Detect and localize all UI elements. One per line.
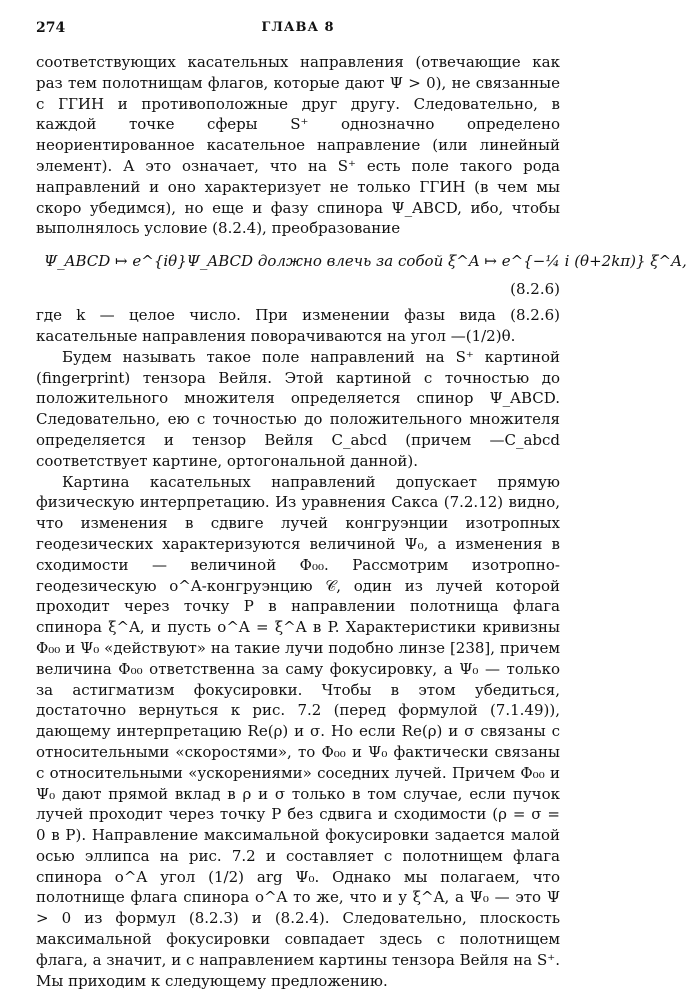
formula-8-2-6 — [36, 243, 687, 303]
paragraph-continuation: соответствующих касательных направления (отвечающие как раз тем полотнищам флагов, которые дают Ψ > 0), не связанные с ГГИН и противоположные друг другу. Следовательно, в каждой точке сферы S⁺ однозначно определено неориентированное касательное направление (или линейный элемент). А это означает, что на S⁺ есть поле такого рода направлений и оно характеризует не только ГГИН (в чем мы скоро убедимся), но еще и фазу спинора Ψ_ABCD, ибо, чтобы выполнялось условие (8.2.4), преобразование — [36, 53, 560, 238]
paragraph-phase-rotation: где k — целое число. При изменении фазы вида (8.2.6) касательные направления поворачиваются на угол —(1/2)θ. — [36, 306, 560, 345]
page-header — [36, 20, 560, 40]
formula-expression: Ψ_ABCD ↦ e^{iθ}Ψ_ABCD должно влечь за собой ξ^A ↦ e^{−¼ i (θ+2kπ)} ξ^A, — [44, 252, 687, 271]
page-body — [36, 52, 687, 991]
chapter-title: ГЛАВА 8 — [261, 20, 335, 35]
formula-label: (8.2.6) — [510, 280, 560, 299]
paragraph-physical-interpretation: Картина касательных направлений допускает прямую физическую интерпретацию. Из уравнения Сакса (7.2.12) видно, что изменения в сдвиге лучей конгруэнции изотропных геодезических характеризуются величиной Ψ₀, а изменения в сходимости — величиной Φ₀₀. Рассмотрим изотропно-геодезическую o^A-конгруэнцию 𝒞, один из лучей которой проходит через точку P в направлении полотнища флага спинора ξ^A, и пусть o^A = ξ^A в P. Характеристики кривизны Φ₀₀ и Ψ₀ «действуют» на такие лучи подобно линзе [238], причем величина Φ₀₀ ответственна за саму фокусировку, а Ψ₀ — только за астигматизм фокусировки. Чтобы в этом убедиться, достаточно вернуться к рис. 7.2 (перед формулой (7.1.49)), дающему интерпретацию Re(ρ) и σ. Но если Re(ρ) и σ связаны с относительными «скоростями», то Φ₀₀ и Ψ₀ фактически связаны с относительными «ускорениями» соседних лучей. Причем Φ₀₀ и Ψ₀ дают прямой вклад в ρ и σ только в том случае, если пучок лучей проходит через точку P без сдвига и сходимости (ρ = σ = 0 в P). Направление максимальной фокусировки задается малой осью эллипса на рис. 7.2 и составляет с полотнищем флага спинора o^A угол (1/2) arg Ψ₀. Однако мы полагаем, что полотнище флага спинора o^A то же, что и у ξ^A, а Ψ₀ — это Ψ > 0 из формул (8.2.3) и (8.2.4). Следовательно, плоскость максимальной фокусировки совпадает здесь с полотнищем флага, а значит, и с направлением картины тензора Вейля на S⁺. Мы приходим к следующему предложению. — [36, 472, 560, 990]
page-number: 274 — [36, 20, 66, 36]
paragraph-fingerprint-definition: Будем называть такое поле направлений на S⁺ картиной (fingerprint) тензора Вейля. Этой картиной с точностью до положительного множителя определяется спинор Ψ_ABCD. Следовательно, ею с точностью до положительного множителя определяется и тензор Вейля C_abcd (причем —C_abcd соответствует картине, ортогональной данной). — [36, 347, 560, 470]
